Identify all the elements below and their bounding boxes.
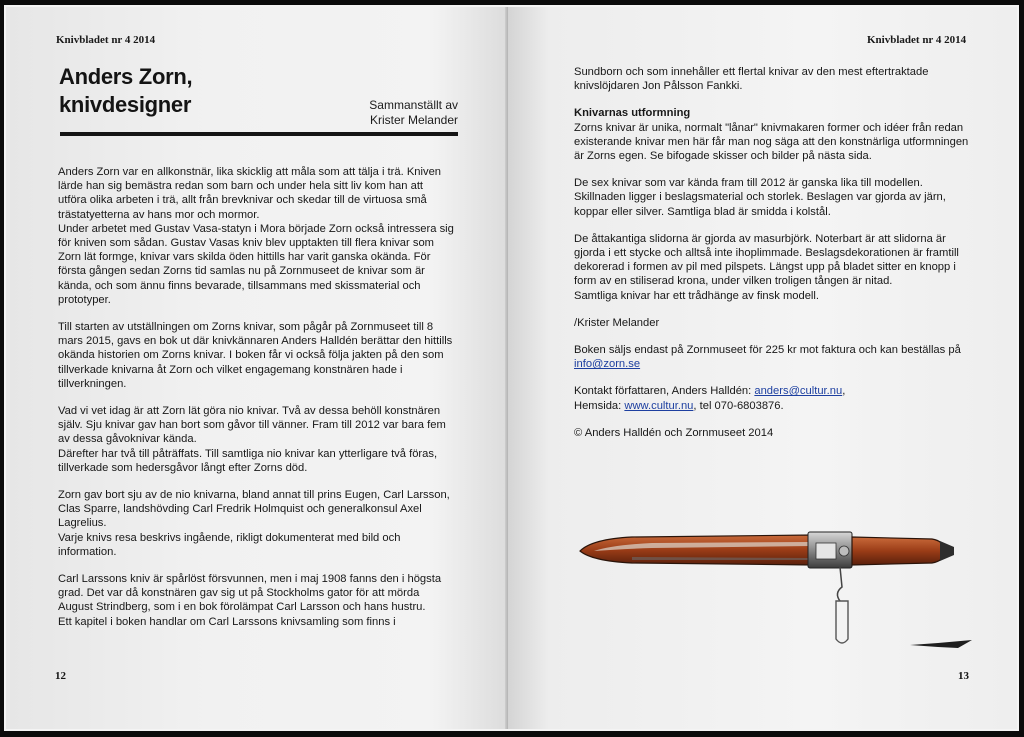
paragraph: De sex knivar som var kända fram till 2012 är ganska lika till modellen. Skillnaden ligger i beslagsmaterial och storlek. Beslagen var gjorda av järn, koppar eller silver. Samtliga blad är smidda i kolstål. xyxy=(574,177,946,218)
paragraph: Anders Zorn var en allkonstnär, lika skicklig att måla som att tälja i trä. Kniven lärde han sig bemästra redan som barn och under hela sitt liv kom han att utföra olika arbeten i trä, allt från brevknivar och skedar till de virtuosa små trästatyetterna av hans mor och mormor. Under arbetet med Gustav Vasa-statyn i Mora började Zorn också intressera sig för kniven som sådan. Gustav Vasas kniv blev upptakten till flera knivar som Zorn lät formge, knivar vars skilda öden hittills har varit ganska okända. För första gången sedan Zorns tid samlas nu på Zornmuseet de knivar som är kända, och som ännu finns bevarade, tillsammans med skissmaterial och prototyper. xyxy=(58,166,454,306)
running-head-left: Knivbladet nr 4 2014 xyxy=(56,34,156,46)
section-heading: Knivarnas utformning xyxy=(574,107,691,120)
magazine-spread xyxy=(4,5,1019,731)
article-title xyxy=(59,63,319,119)
title-line-1: Anders Zorn, xyxy=(59,64,193,89)
right-page xyxy=(508,7,1017,729)
homepage-link[interactable]: www.cultur.nu xyxy=(624,399,694,412)
small-blade-photo xyxy=(908,638,974,652)
byline-line-2: Krister Melander xyxy=(369,113,458,127)
byline xyxy=(306,98,458,128)
contact-email-link[interactable]: anders@cultur.nu xyxy=(754,385,843,398)
copyright: © Anders Halldén och Zornmuseet 2014 xyxy=(574,426,774,439)
title-rule xyxy=(60,132,458,136)
paragraph: De åttakantiga slidorna är gjorda av masurbjörk. Noterbart är att slidorna är gjorda i ett stycke och alltså inte ihoplimmade. Beslagsdekorationen är framtill dekorerad i formen av pil med pilspets. Längst upp på bladet sitter en knopp i form av en stiliserad krona, under vilken troligen tången är nitad. Samtliga knivar har ett trådhänge av finsk modell. xyxy=(574,232,959,302)
byline-line-1: Sammanställt av xyxy=(369,98,458,112)
paragraph: Zorn gav bort sju av de nio knivarna, bland annat till prins Eugen, Carl Larsson, Clas Sparre, landshövding Carl Fredrik Holmquist och generalkonsul Axel Lagrelius. Varje knivs resa beskrivs ingående, rikligt dokumenterat med bild och information. xyxy=(58,489,450,558)
right-body-text xyxy=(574,65,974,453)
paragraph: Vad vi vet idag är att Zorn lät göra nio knivar. Två av dessa behöll konstnären själv. Sju knivar gav han bort som gåvor till vänner. Fram till 2012 var bara fem av dessa gåvoknivar kända. Därefter har två till påträffats. Till samtliga nio knivar kan ytterligare två föras, tillverkade som hedersgåvor långt efter Zorns död. xyxy=(58,405,446,474)
left-body-text xyxy=(58,165,454,642)
signature: /Krister Melander xyxy=(574,316,660,329)
paragraph: Carl Larssons kniv är spårlöst försvunnen, men i maj 1908 fanns den i högsta grad. Det var då konstnären gav sig ut på Stockholms gator för att mörda August Strindberg, som i en bok förolämpat Carl Larsson och hans hustru. Ett kapitel i boken handlar om Carl Larssons knivsamling som finns i xyxy=(58,573,442,628)
page-number-left: 12 xyxy=(55,670,66,682)
paragraph: Sundborn och som innehåller ett flertal knivar av den mest eftertraktade knivslöjdaren Jon Pålsson Fankki. xyxy=(574,66,929,93)
paragraph: Knivarnas utformning Zorns knivar är unika, normalt "lånar" knivmakaren former och idéer från redan existerande knivar men här får man nog säga att den konstnärliga utformningen är Zorns egen. Se bifogade skisser och bilder på nästa sida. xyxy=(574,106,974,163)
knife-photo xyxy=(572,527,962,652)
running-head-right: Knivbladet nr 4 2014 xyxy=(867,34,967,46)
book-email-link[interactable]: info@zorn.se xyxy=(574,358,641,371)
page-number-right: 13 xyxy=(958,670,969,682)
paragraph: Kontakt författaren, Anders Halldén: anders@cultur.nu, Hemsida: www.cultur.nu, tel 070-6803876. xyxy=(574,385,846,412)
left-page xyxy=(6,7,508,729)
paragraph: Boken säljs endast på Zornmuseet för 225 kr mot faktura och kan beställas på info@zorn.se xyxy=(574,344,961,371)
paragraph: Till starten av utställningen om Zorns knivar, som pågår på Zornmuseet till 8 mars 2015, gavs en bok ut där knivkännaren Anders Halldén berättar den hittills okända historien om Zorns knivar. I boken får vi också följa jakten på den som tillverkade knivarna åt Zorn och vilket engagemang konstnären hade i tillverkningen. xyxy=(58,321,453,390)
title-line-2: knivdesigner xyxy=(59,92,192,117)
